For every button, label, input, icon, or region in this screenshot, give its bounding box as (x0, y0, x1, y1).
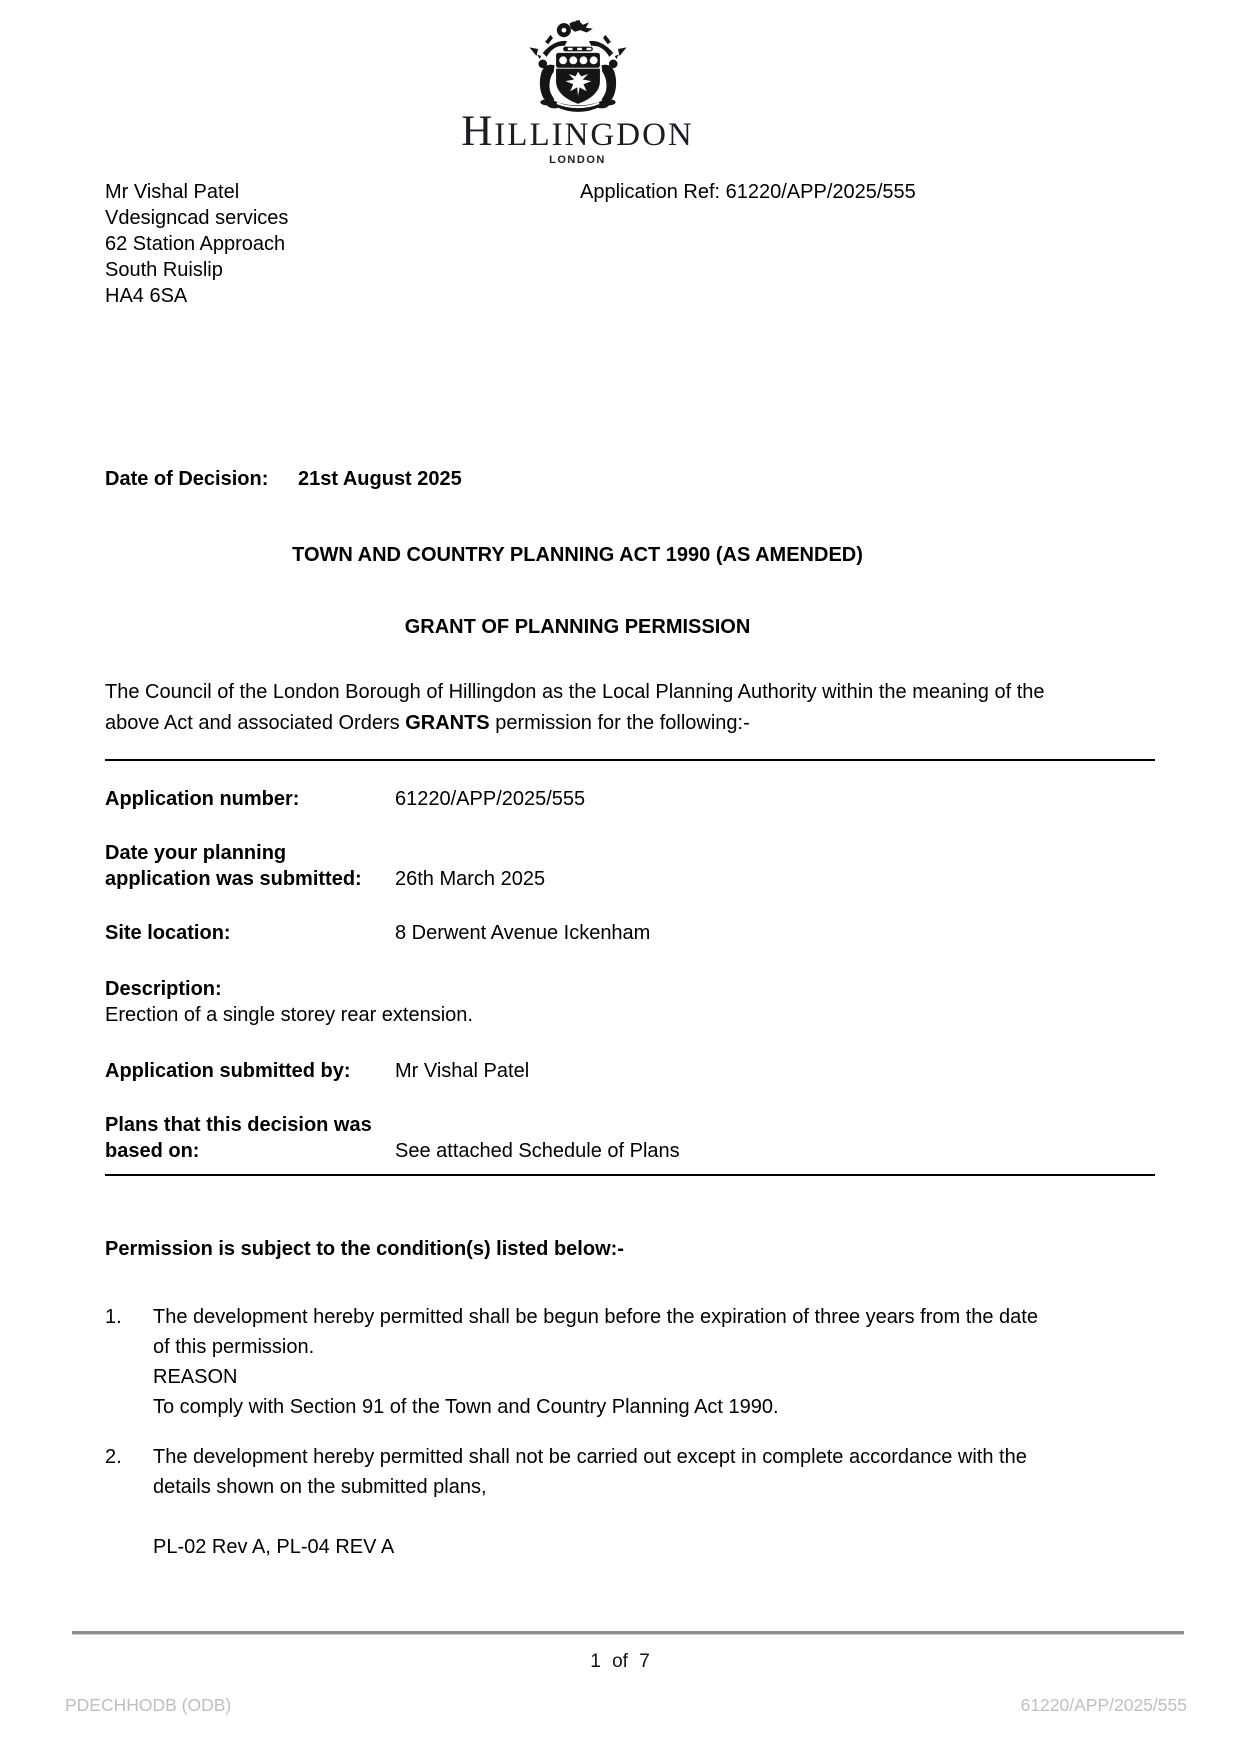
table-row (105, 786, 1155, 812)
letter-content (105, 0, 1155, 1562)
intro-text-start: The Council of the London Borough of Hillingdon as the Local Planning Authority within the meaning of the above Act and associated Orders (105, 681, 1045, 734)
description-label: Description: (105, 978, 222, 1000)
footer-codes (65, 1694, 1187, 1716)
table-row (105, 1058, 1155, 1084)
submitted-by-label: Application submitted by: (105, 1060, 351, 1082)
site-location-value: 8 Derwent Avenue Ickenham (395, 922, 651, 944)
date-of-decision-value: 21st August 2025 (298, 468, 462, 490)
table-row (105, 1112, 1155, 1164)
reason-text: To comply with Section 91 of the Town and Country Planning Act 1990. (153, 1396, 779, 1418)
submitted-by-value: Mr Vishal Patel (395, 1060, 530, 1082)
condition-item-2 (105, 1442, 1155, 1502)
letterhead (105, 0, 1050, 167)
recipient-line: Mr Vishal Patel (105, 181, 240, 203)
plans-based-on-label: Plans that this decision was based on: (105, 1114, 372, 1162)
recipient-line: HA4 6SA (105, 285, 188, 307)
condition-text: The development hereby permitted shall not be carried out except in complete accordance with the details shown on the submitted plans, (153, 1446, 1027, 1498)
recipient-line: 62 Station Approach (105, 233, 286, 255)
logo-subtitle: LONDON (549, 154, 606, 166)
recipient-line: South Ruislip (105, 259, 223, 281)
application-number-value: 61220/APP/2025/555 (395, 788, 586, 810)
description-value: Erection of a single storey rear extension. (105, 1004, 473, 1026)
recipient-line: Vdesigncad services (105, 207, 289, 229)
application-ref: Application Ref: 61220/APP/2025/555 (580, 181, 916, 203)
condition-number: 2. (105, 1446, 122, 1468)
description-block (105, 976, 1155, 1028)
condition-body (153, 1442, 1053, 1502)
condition-body (153, 1302, 1053, 1422)
date-of-decision-row (105, 466, 1155, 492)
page-number: 1 of 7 (590, 1651, 650, 1672)
footer-application-ref: 61220/APP/2025/555 (1020, 1695, 1187, 1715)
condition-number: 1. (105, 1306, 122, 1328)
intro-text-end: permission for the following:- (489, 712, 750, 734)
reason-label: REASON (153, 1366, 238, 1388)
application-details-table (105, 759, 1155, 1176)
table-row (105, 840, 1155, 892)
date-submitted-label: Date your planning application was submitted: (105, 842, 362, 890)
act-title: TOWN AND COUNTRY PLANNING ACT 1990 (AS AMENDED) (292, 544, 863, 566)
date-of-decision-label: Date of Decision: (105, 468, 269, 490)
intro-paragraph (105, 677, 1050, 739)
grant-title: GRANT OF PLANNING PERMISSION (404, 616, 751, 638)
conditions-heading: Permission is subject to the condition(s) listed below:- (105, 1238, 624, 1260)
plans-based-on-value: See attached Schedule of Plans (395, 1140, 680, 1162)
grants-emphasis: GRANTS (405, 712, 490, 734)
site-location-label: Site location: (105, 922, 231, 944)
footer-document-code: PDECHHODB (ODB) (65, 1695, 232, 1715)
condition-text: The development hereby permitted shall be begun before the expiration of three years from the date of this permission. (153, 1306, 1038, 1358)
application-number-label: Application number: (105, 788, 300, 810)
address-block (105, 179, 1050, 309)
table-row (105, 920, 1155, 946)
condition-item-1 (105, 1302, 1155, 1422)
hillingdon-crest-icon (517, 20, 639, 114)
footer-divider (72, 1631, 1184, 1635)
plans-reference: PL-02 Rev A, PL-04 REV A (153, 1536, 395, 1558)
logo-wordmark: HILLINGDON (461, 108, 694, 155)
date-submitted-value: 26th March 2025 (395, 868, 546, 890)
